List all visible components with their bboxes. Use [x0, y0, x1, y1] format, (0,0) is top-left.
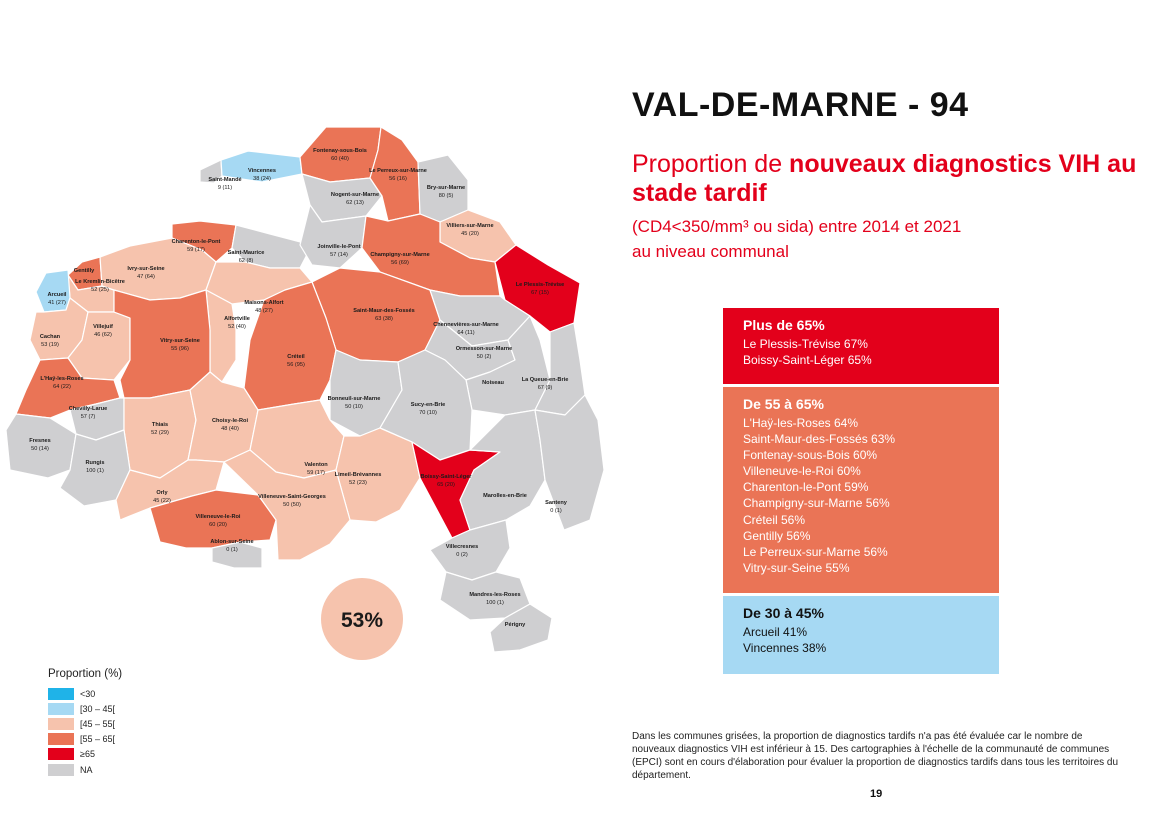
commune-label-villejuif: Villejuif [93, 324, 113, 330]
commune-value-orly: 45 (22) [153, 498, 171, 504]
page-title: VAL-DE-MARNE - 94 [632, 86, 969, 124]
category-item: Vitry-sur-Seine 55% [743, 560, 850, 575]
commune-value-villeneuve-roi: 60 (20) [209, 522, 227, 528]
legend-label: NA [80, 764, 93, 775]
commune-value-rungis: 100 (1) [86, 468, 104, 474]
commune-value-creteil: 56 (95) [287, 362, 305, 368]
commune-label-kremlin: Le Kremlin-Bicêtre [75, 279, 125, 285]
commune-label-nogent: Nogent-sur-Marne [330, 192, 380, 198]
commune-label-champigny: Champigny-sur-Marne [370, 252, 430, 258]
legend-row [48, 747, 122, 762]
commune-label-maisons: Maisons-Alfort [244, 300, 284, 306]
commune-value-villiers: 45 (20) [461, 231, 479, 237]
commune-value-fresnes: 50 (14) [31, 446, 49, 452]
commune-value-vitry: 55 (96) [171, 346, 189, 352]
page-number: 19 [870, 788, 883, 800]
commune-label-choisy: Choisy-le-Roi [211, 418, 249, 424]
commune-label-rungis: Rungis [85, 460, 105, 466]
commune-label-marolles: Marolles-en-Brie [483, 493, 527, 499]
category-box-low [723, 596, 999, 674]
commune-label-santeny: Santeny [545, 500, 567, 506]
category-heading-low: De 30 à 45% [743, 605, 824, 621]
legend-row [48, 732, 122, 747]
commune-label-orly: Orly [156, 490, 168, 496]
commune-label-thiais: Thiais [151, 422, 169, 428]
commune-label-cachan: Cachan [39, 334, 61, 340]
category-item: Saint-Maur-des-Fossés 63% [743, 432, 896, 447]
commune-label-plessis: Le Plessis-Trévise [515, 282, 565, 288]
category-item: L'Haÿ-les-Roses 64% [743, 416, 859, 430]
commune-label-saint-maurice: Saint-Maurice [227, 250, 265, 256]
commune-value-ormesson: 50 (2) [476, 354, 492, 360]
commune-label-hay: L'Haÿ-les-Roses [40, 376, 84, 382]
commune-value-chennevieres: 64 (11) [457, 330, 475, 336]
commune-value-santeny: 0 (1) [550, 508, 562, 514]
commune-value-thiais: 52 (29) [151, 430, 169, 436]
commune-value-vincennes: 38 (24) [253, 176, 271, 182]
commune-label-fresnes: Fresnes [29, 438, 51, 444]
commune-value-villeneuve-sg: 50 (50) [283, 502, 301, 508]
category-item: Boissy-Saint-Léger 65% [743, 353, 872, 368]
commune-label-bry: Bry-sur-Marne [426, 185, 466, 191]
commune-label-creteil: Créteil [287, 354, 305, 360]
commune-value-saint-maur: 63 (38) [375, 316, 393, 322]
map-subtitle [632, 150, 1152, 208]
commune-value-fontenay: 60 (40) [331, 156, 349, 162]
subtitle-line2: (CD4<350/mm³ ou sida) entre 2014 et 2021 [632, 217, 962, 236]
commune-label-villiers: Villiers-sur-Marne [446, 223, 494, 229]
commune-value-joinville: 57 (14) [330, 252, 348, 258]
legend-row [48, 686, 122, 701]
commune-label-chennevieres: Chennevières-sur-Marne [433, 322, 499, 328]
commune-value-plessis: 67 (15) [531, 290, 549, 296]
category-item: Arcueil 41% [743, 625, 808, 639]
commune-label-villecresnes: Villecresnes [445, 544, 479, 550]
commune-label-noiseau: Noiseau [482, 380, 504, 386]
commune-label-chevilly: Chevilly-Larue [68, 406, 108, 412]
commune-value-limeil: 52 (23) [349, 480, 367, 486]
commune-label-villeneuve-roi: Villeneuve-le-Roi [195, 514, 241, 520]
category-heading-high: Plus de 65% [743, 317, 825, 333]
category-item: Charenton-le-Pont 59% [743, 480, 869, 495]
legend-swatch [48, 748, 74, 760]
commune-label-sucy: Sucy-en-Brie [410, 402, 446, 408]
category-heading-mid: De 55 à 65% [743, 396, 824, 412]
subtitle-line3: au niveau communal [632, 242, 789, 261]
commune-label-limeil: Limeil-Brévannes [334, 472, 382, 478]
legend-swatch [48, 688, 74, 700]
map-subtitle-detail [632, 214, 1152, 264]
legend-swatch [48, 718, 74, 730]
commune-label-gentilly: Gentilly [73, 268, 95, 274]
map-legend [48, 668, 122, 777]
commune-shapes [6, 127, 604, 652]
category-box-high [723, 308, 999, 384]
legend-swatch [48, 733, 74, 745]
commune-label-queue: La Queue-en-Brie [521, 377, 569, 383]
commune-value-boissy: 65 (20) [437, 482, 455, 488]
commune-value-saint-maurice: 62 (8) [238, 258, 254, 264]
legend-row [48, 701, 122, 716]
category-item: Créteil 56% [743, 512, 806, 527]
commune-label-boissy: Boissy-Saint-Léger [420, 474, 472, 480]
commune-label-ablon: Ablon-sur-Seine [210, 539, 254, 545]
category-box-mid [723, 387, 999, 593]
commune-value-champigny: 56 (69) [391, 260, 409, 266]
commune-value-sucy: 70 (10) [419, 410, 437, 416]
commune-value-bonneuil: 50 (10) [345, 404, 363, 410]
commune-label-saint-maur: Saint-Maur-des-Fossés [353, 308, 415, 314]
commune-label-vitry: Vitry-sur-Seine [160, 338, 200, 344]
category-item: Champigny-sur-Marne 56% [743, 496, 890, 511]
commune-label-ormesson: Ormesson-sur-Marne [455, 346, 513, 352]
category-item: Vincennes 38% [743, 641, 827, 656]
commune-label-arcueil: Arcueil [47, 292, 67, 298]
legend-swatch [48, 703, 74, 715]
legend-label: [30 – 45[ [80, 703, 116, 714]
commune-label-ivry: Ivry-sur-Seine [127, 266, 165, 272]
commune-label-saint-mande: Saint-Mandé [208, 177, 242, 183]
commune-value-charenton: 59 (17) [187, 247, 205, 253]
footnote: Dans les communes grisées, la proportion de diagnostics tardifs n'a pas été évaluée car le nombre de nouveaux diagnostics VIH est inférieur à 15. Des cartographies à l'échelle de la communauté de communes (EPCI) sont en cours d'élaboration pour évaluer la proportion de diagnostics tardifs dans tous les territoires du département. [632, 731, 1119, 781]
subtitle-bold: nouveaux diagnostics VIH au stade tardif [632, 150, 1137, 207]
commune-value-ablon: 0 (1) [226, 547, 238, 553]
legend-title: Proportion (%) [48, 668, 123, 680]
category-item: Villeneuve-le-Roi 60% [743, 464, 861, 479]
legend-label: [45 – 55[ [80, 718, 116, 729]
legend-swatch [48, 764, 74, 776]
category-item: Gentilly 56% [743, 528, 811, 543]
commune-value-queue: 67 (9) [537, 385, 553, 391]
commune-value-hay: 64 (22) [53, 384, 71, 390]
commune-value-ivry: 47 (64) [137, 274, 155, 280]
commune-label-alfortville: Alfortville [224, 316, 250, 322]
commune-label-vincennes: Vincennes [248, 168, 276, 174]
category-item: Fontenay-sous-Bois 60% [743, 448, 878, 463]
commune-shape-ablon [212, 542, 262, 568]
commune-label-valenton: Valenton [304, 462, 328, 468]
legend-label: <30 [80, 688, 96, 699]
category-item: Le Perreux-sur-Marne 56% [743, 544, 888, 559]
commune-value-arcueil: 41 (27) [48, 300, 66, 306]
commune-value-saint-mande: 9 (11) [217, 185, 233, 191]
legend-label: ≥65 [80, 749, 95, 760]
commune-label-charenton: Charenton-le-Pont [171, 239, 221, 245]
commune-value-valenton: 59 (17) [307, 470, 325, 476]
commune-label-perreux: Le Perreux-sur-Marne [369, 168, 427, 174]
commune-label-fontenay: Fontenay-sous-Bois [313, 148, 367, 154]
commune-value-alfortville: 52 (40) [228, 324, 246, 330]
commune-value-mandres: 100 (1) [486, 600, 504, 606]
commune-label-mandres: Mandres-les-Roses [469, 592, 521, 598]
commune-value-perreux: 56 (16) [389, 176, 407, 182]
commune-shape-santeny [535, 395, 604, 530]
commune-value-cachan: 53 (19) [41, 342, 59, 348]
commune-value-bry: 80 (5) [438, 193, 454, 199]
commune-label-villeneuve-sg: Villeneuve-Saint-Georges [258, 494, 326, 500]
subtitle-part1: Proportion de [632, 150, 790, 178]
legend-row [48, 762, 122, 777]
commune-label-bonneuil: Bonneuil-sur-Marne [327, 396, 381, 402]
commune-label-perigny: Périgny [504, 622, 526, 628]
category-item: Le Plessis-Trévise 67% [743, 337, 868, 351]
commune-value-villejuif: 46 (62) [94, 332, 112, 338]
commune-value-maisons: 48 (27) [255, 308, 273, 314]
legend-label: [55 – 65[ [80, 734, 116, 745]
commune-value-chevilly: 57 (7) [80, 414, 96, 420]
commune-value-nogent: 62 (13) [346, 200, 364, 206]
department-average-value: 53% [340, 609, 384, 632]
commune-value-villecresnes: 0 (2) [456, 552, 468, 558]
legend-row [48, 716, 122, 731]
commune-value-kremlin: 52 (25) [91, 287, 109, 293]
commune-value-choisy: 48 (40) [221, 426, 239, 432]
commune-label-joinville: Joinville-le-Pont [317, 244, 361, 250]
